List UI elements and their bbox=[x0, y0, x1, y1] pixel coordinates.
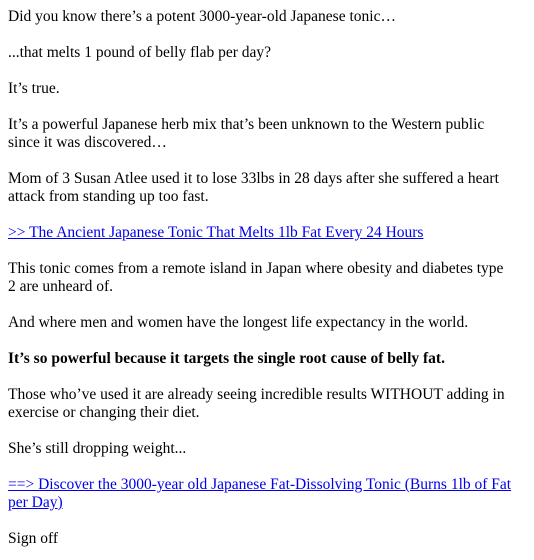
link-paragraph-1 bbox=[8, 224, 513, 242]
testimonial-paragraph: Mom of 3 Susan Atlee used it to lose 33lbs in 28 days after she suffered a heart attack from standing up too fast. bbox=[8, 170, 499, 205]
ancient-tonic-link[interactable]: >> The Ancient Japanese Tonic That Melts 1lb Fat Every 24 Hours bbox=[8, 224, 424, 241]
life-expectancy-paragraph: And where men and women have the longest life expectancy in the world. bbox=[8, 314, 469, 331]
its-true-line: It’s true. bbox=[8, 80, 60, 97]
belly-flab-line: ...that melts 1 pound of belly flab per day? bbox=[8, 44, 272, 61]
intro-question: Did you know there’s a potent 3000-year-old Japanese tonic… bbox=[8, 8, 396, 25]
link-paragraph-2 bbox=[8, 476, 513, 512]
still-dropping-paragraph: She’s still dropping weight... bbox=[8, 440, 187, 457]
discover-tonic-link[interactable]: ==> Discover the 3000-year old Japanese Fat-Dissolving Tonic (Burns 1lb of Fat per Day) bbox=[8, 476, 512, 511]
root-cause-paragraph: It’s so powerful because it targets the single root cause of belly fat. bbox=[8, 350, 445, 367]
origin-paragraph: This tonic comes from a remote island in Japan where obesity and diabetes type 2 are unheard of. bbox=[8, 260, 504, 295]
results-paragraph: Those who’ve used it are already seeing incredible results WITHOUT adding in exercise or changing their diet. bbox=[8, 386, 505, 421]
herb-mix-paragraph: It’s a powerful Japanese herb mix that’s been unknown to the Western public since it was discovered… bbox=[8, 116, 485, 151]
sign-off: Sign off bbox=[8, 530, 59, 547]
